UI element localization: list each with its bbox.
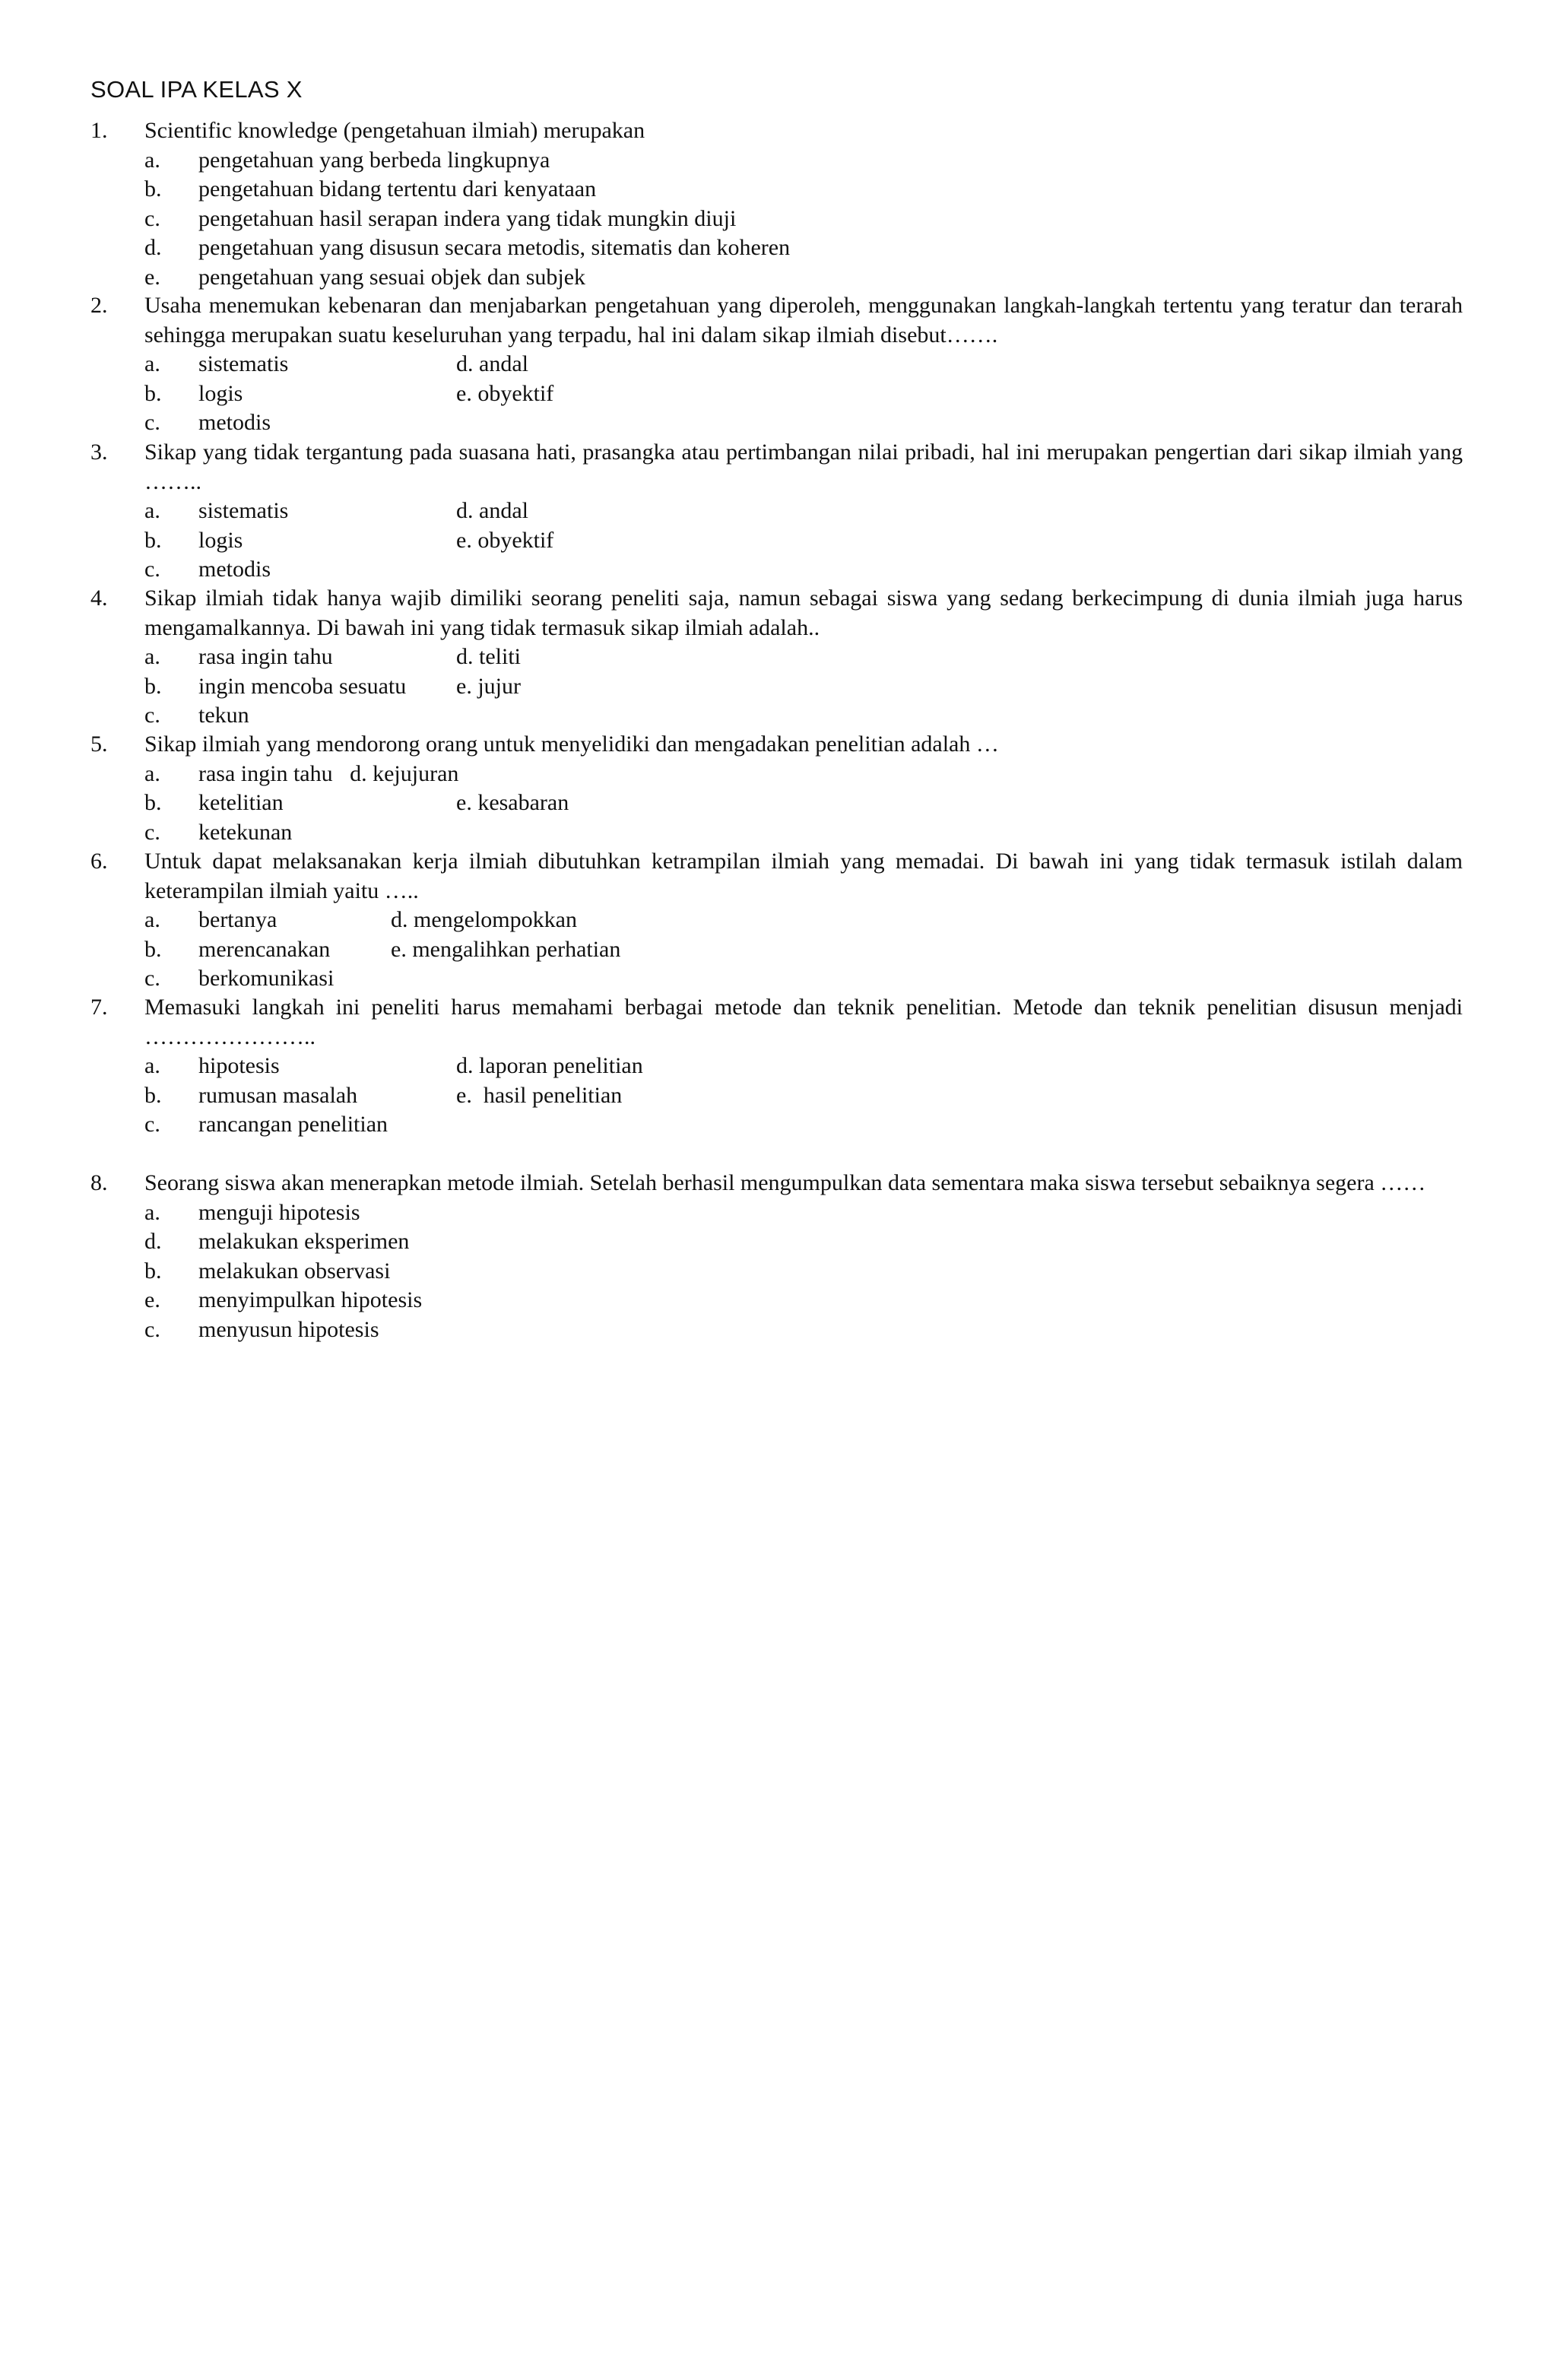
option-text: sistematis — [198, 351, 289, 376]
option-row — [0, 760, 1557, 789]
option-row — [0, 408, 1557, 438]
option-letter: a. — [144, 1199, 160, 1225]
option-row — [0, 1198, 1557, 1228]
option-row — [0, 964, 1557, 994]
question-number: 4. — [90, 585, 108, 611]
option-text: rasa ingin tahu d. kejujuran — [198, 760, 459, 786]
option-row — [0, 643, 1557, 672]
question-3 — [0, 438, 1557, 585]
option-text-second-column: e. kesabaran — [456, 790, 569, 815]
option-list — [0, 146, 1557, 293]
question-text: Sikap ilmiah tidak hanya wajib dimiliki seorang peneliti saja, namun sebagai siswa yang sedang berkecimpung di dunia ilmiah juga harus mengamalkannya. Di bawah ini yang tidak termasuk sikap ilmiah adalah.. — [144, 585, 1463, 640]
option-text-second-column: d. laporan penelitian — [456, 1053, 643, 1078]
option-row — [0, 906, 1557, 935]
option-letter: b. — [144, 527, 162, 553]
option-letter: c. — [144, 1112, 160, 1137]
question-number: 8. — [90, 1170, 108, 1195]
option-row — [0, 935, 1557, 965]
option-row — [0, 1257, 1557, 1287]
question-text: Untuk dapat melaksanakan kerja ilmiah dibutuhkan ketrampilan ilmiah yang memadai. Di bawah ini yang tidak termasuk istilah dalam keterampilan ilmiah yaitu ….. — [144, 849, 1463, 903]
option-row — [0, 1227, 1557, 1257]
option-letter: b. — [144, 673, 162, 699]
option-letter: c. — [144, 703, 160, 728]
option-row — [0, 175, 1557, 205]
option-row — [0, 1081, 1557, 1111]
question-text: Sikap yang tidak tergantung pada suasana hati, prasangka atau pertimbangan nilai pribadi, hal ini merupakan pengertian dari sikap ilmiah yang …….. — [144, 440, 1463, 494]
option-letter: c. — [144, 819, 160, 845]
question-number: 1. — [90, 118, 108, 143]
option-letter: b. — [144, 790, 162, 815]
option-text: bertanya — [198, 907, 277, 932]
question-number: 5. — [90, 731, 108, 757]
option-letter: a. — [144, 351, 160, 376]
question-text: Sikap ilmiah yang mendorong orang untuk menyelidiki dan mengadakan penelitian adalah … — [144, 731, 999, 757]
option-text: hipotesis — [198, 1053, 280, 1078]
option-row — [0, 497, 1557, 526]
option-text: metodis — [198, 410, 271, 435]
option-letter: b. — [144, 176, 162, 202]
option-letter: e. — [144, 264, 160, 290]
option-letter: c. — [144, 205, 160, 231]
option-letter: b. — [144, 936, 162, 962]
question-number: 7. — [90, 995, 108, 1020]
question-text: Seorang siswa akan menerapkan metode ilmiah. Setelah berhasil mengumpulkan data sementara maka siswa tersebut sebaiknya segera …… — [144, 1170, 1426, 1195]
option-row — [0, 1110, 1557, 1140]
option-text: pengetahuan hasil serapan indera yang tidak mungkin diuji — [198, 205, 737, 231]
option-text: tekun — [198, 703, 249, 728]
option-text-second-column: e. hasil penelitian — [456, 1082, 623, 1108]
option-text: metodis — [198, 557, 271, 582]
question-2 — [0, 291, 1557, 438]
question-8 — [0, 1169, 1557, 1344]
option-text: sistematis — [198, 498, 289, 523]
option-row — [0, 789, 1557, 818]
option-row — [0, 1286, 1557, 1315]
option-text: menguji hipotesis — [198, 1199, 360, 1225]
option-text: logis — [198, 380, 243, 406]
option-list — [0, 1198, 1557, 1345]
option-text: menyusun hipotesis — [198, 1316, 379, 1342]
option-letter: a. — [144, 644, 160, 669]
question-text: Scientific knowledge (pengetahuan ilmiah) merupakan — [144, 118, 645, 143]
option-text: logis — [198, 527, 243, 553]
option-letter: a. — [144, 907, 160, 932]
option-letter: a. — [144, 498, 160, 523]
option-row — [0, 1315, 1557, 1345]
option-text-second-column: e. mengalihkan perhatian — [391, 936, 621, 962]
question-text: Usaha menemukan kebenaran dan menjabarkan pengetahuan yang diperoleh, menggunakan langkah-langkah tertentu yang teratur dan terarah sehingga merupakan suatu keseluruhan yang terpadu, hal ini dalam sikap ilmiah disebut……. — [144, 293, 1463, 347]
option-text: merencanakan — [198, 936, 331, 962]
option-letter: d. — [144, 1229, 162, 1254]
option-text: rasa ingin tahu — [198, 644, 333, 669]
option-row — [0, 555, 1557, 585]
option-letter: b. — [144, 1258, 162, 1284]
question-1 — [0, 116, 1557, 292]
option-text: pengetahuan yang berbeda lingkupnya — [198, 147, 550, 173]
option-list — [0, 350, 1557, 438]
option-letter: a. — [144, 147, 160, 173]
option-letter: c. — [144, 966, 160, 991]
question-number: 6. — [90, 849, 108, 874]
option-letter: c. — [144, 557, 160, 582]
option-text: pengetahuan bidang tertentu dari kenyataan — [198, 176, 597, 202]
option-text: pengetahuan yang sesuai objek dan subjek — [198, 264, 586, 290]
option-row — [0, 818, 1557, 848]
option-letter: b. — [144, 380, 162, 406]
option-text-second-column: d. andal — [456, 498, 528, 523]
option-row — [0, 379, 1557, 409]
option-list — [0, 760, 1557, 848]
question-7 — [0, 993, 1557, 1140]
option-row — [0, 1052, 1557, 1081]
option-text-second-column: d. andal — [456, 351, 528, 376]
option-letter: c. — [144, 410, 160, 435]
question-6 — [0, 847, 1557, 994]
option-list — [0, 497, 1557, 585]
option-row — [0, 205, 1557, 234]
option-letter: d. — [144, 235, 162, 260]
option-text: ketekunan — [198, 819, 293, 845]
option-text-second-column: e. jujur — [456, 673, 521, 699]
option-list — [0, 643, 1557, 731]
option-text-second-column: e. obyektif — [456, 527, 554, 553]
option-row — [0, 672, 1557, 702]
option-text-second-column: e. obyektif — [456, 380, 554, 406]
option-text-second-column: d. teliti — [456, 644, 521, 669]
option-text: berkomunikasi — [198, 966, 335, 991]
question-number: 2. — [90, 293, 108, 318]
question-text: Memasuki langkah ini peneliti harus memahami berbagai metode dan teknik penelitian. Metode dan teknik penelitian disusun menjadi ………………….. — [144, 995, 1463, 1049]
option-text: menyimpulkan hipotesis — [198, 1287, 423, 1312]
question-number: 3. — [90, 440, 108, 465]
option-text-second-column: d. mengelompokkan — [391, 907, 577, 932]
option-letter: a. — [144, 1053, 160, 1078]
option-text: rumusan masalah — [198, 1082, 358, 1108]
option-letter: e. — [144, 1287, 160, 1312]
option-row — [0, 233, 1557, 263]
option-row — [0, 263, 1557, 293]
page-title: SOAL IPA KELAS X — [90, 76, 303, 103]
question-4 — [0, 584, 1557, 731]
option-text: melakukan eksperimen — [198, 1229, 410, 1254]
option-row — [0, 146, 1557, 176]
option-letter: b. — [144, 1082, 162, 1108]
option-list — [0, 1052, 1557, 1140]
option-text: rancangan penelitian — [198, 1112, 388, 1137]
option-row — [0, 526, 1557, 556]
option-letter: c. — [144, 1316, 160, 1342]
option-letter: a. — [144, 760, 160, 786]
option-row — [0, 701, 1557, 731]
option-text: melakukan observasi — [198, 1258, 391, 1284]
question-5 — [0, 730, 1557, 847]
option-text: pengetahuan yang disusun secara metodis, sitematis dan koheren — [198, 235, 791, 260]
option-text: ingin mencoba sesuatu — [198, 673, 407, 699]
option-text: ketelitian — [198, 790, 284, 815]
option-list — [0, 906, 1557, 994]
option-row — [0, 350, 1557, 379]
